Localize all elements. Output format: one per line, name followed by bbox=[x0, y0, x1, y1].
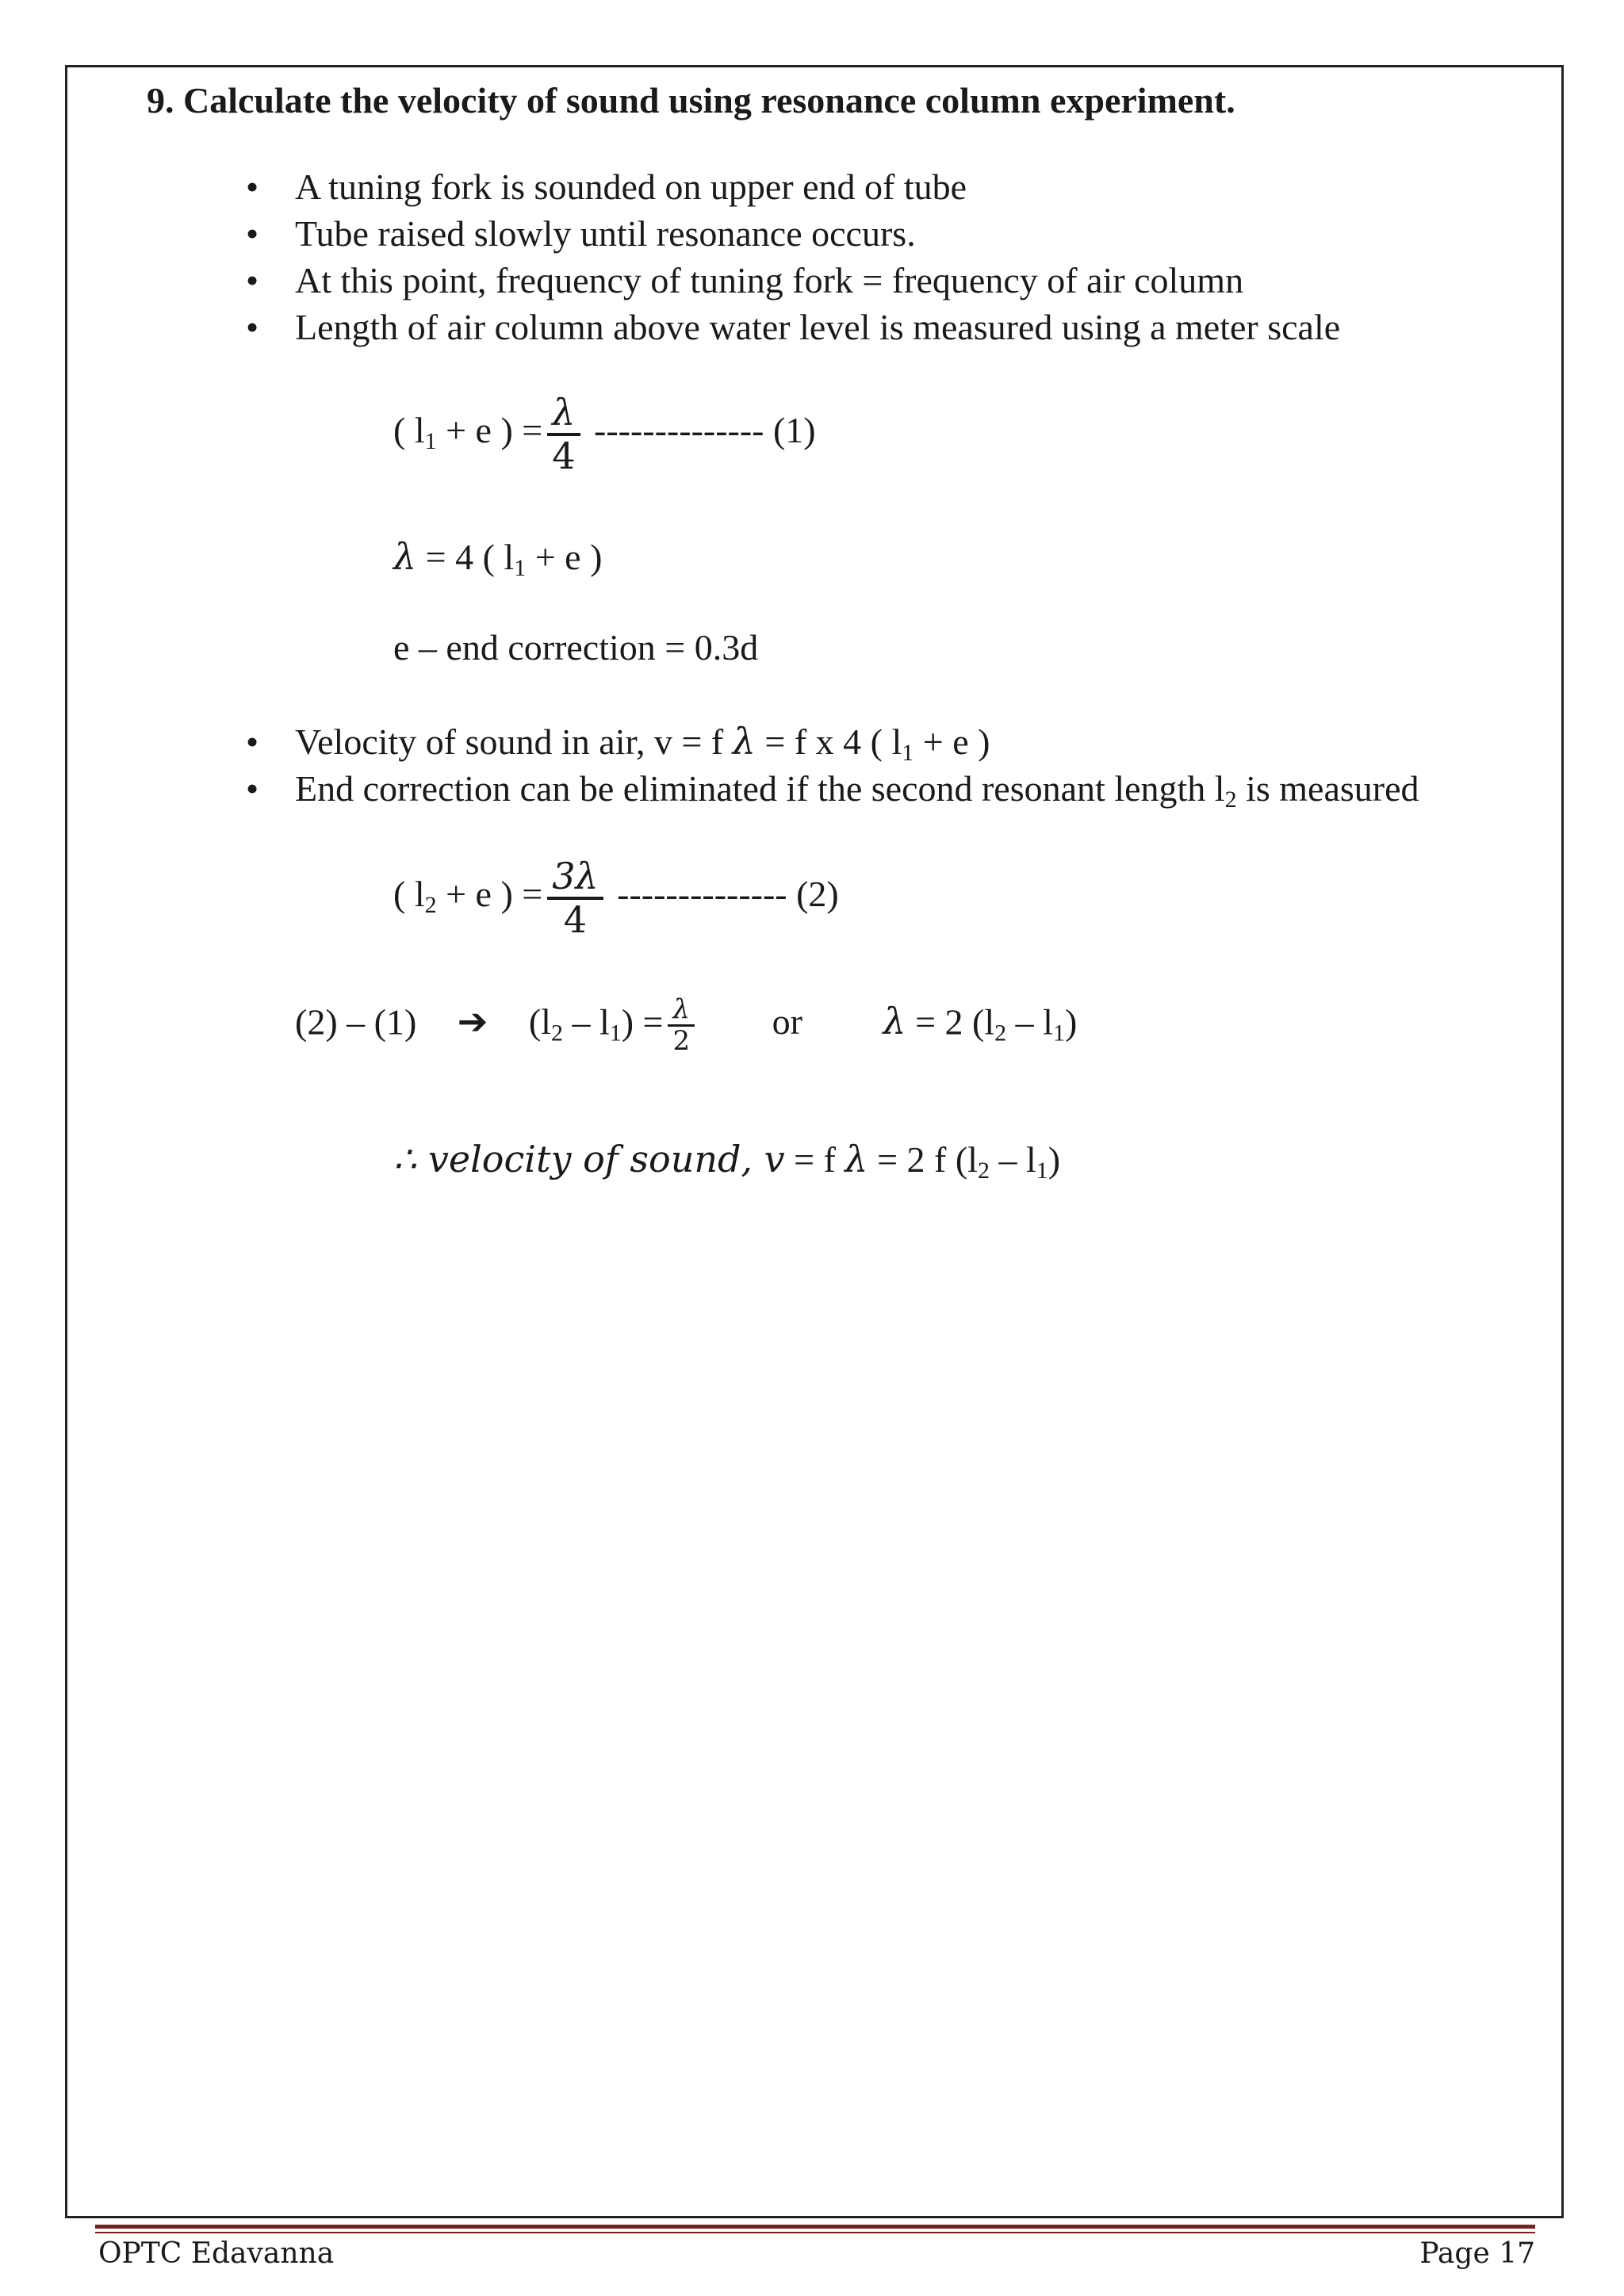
be-post: is measured bbox=[1236, 768, 1419, 809]
footer-left-text: OPTC Edavanna bbox=[98, 2237, 335, 2270]
eq2-sub: 1 bbox=[514, 555, 527, 581]
eq5-fraction bbox=[668, 995, 695, 1057]
eq4-tag: -------------- (2) bbox=[617, 874, 839, 915]
eq1-lhs-close: + e ) = bbox=[436, 410, 543, 451]
bullet-item-velocity bbox=[238, 718, 1419, 765]
bv-close: + e ) bbox=[914, 721, 990, 762]
eq5-paren-close: ) = bbox=[621, 1001, 664, 1043]
eq5-right-minus: – l bbox=[1006, 1001, 1053, 1043]
eq1-fraction bbox=[547, 392, 580, 476]
equation-4 bbox=[393, 856, 839, 939]
question-title: 9. Calculate the velocity of sound using resonance column experiment. bbox=[147, 80, 1235, 121]
eq4-sub: 2 bbox=[424, 892, 437, 919]
equation-2 bbox=[393, 535, 603, 581]
eq1-tag: -------------- (1) bbox=[594, 410, 816, 451]
eq5-paren: (l bbox=[528, 1001, 551, 1043]
eq1-denominator: 4 bbox=[552, 434, 576, 477]
eq4-lhs-close: + e ) = bbox=[436, 874, 543, 915]
be-pre: End correction can be eliminated if the second resonant length l bbox=[295, 768, 1225, 809]
equation-5 bbox=[295, 995, 1077, 1057]
footer-page-number: Page 17 bbox=[1419, 2237, 1535, 2270]
eq5-right-sub-b: 1 bbox=[1052, 1020, 1065, 1047]
eq6-sub-b: 1 bbox=[1036, 1158, 1048, 1184]
end-correction-line: e – end correction = 0.3d bbox=[393, 627, 759, 668]
lambda-symbol: λ bbox=[732, 720, 756, 763]
eq5-sub-a: 2 bbox=[550, 1020, 563, 1047]
bullet-item: • A tuning fork is sounded on upper end of tube bbox=[238, 163, 1340, 210]
eq5-right: = 2 (l bbox=[906, 1001, 995, 1043]
bullet-item: • Length of air column above water level is measured using a meter scale bbox=[238, 304, 1340, 350]
eq5-right-close: ) bbox=[1064, 1001, 1078, 1043]
eq2-close: + e ) bbox=[526, 537, 603, 577]
eq1-sub: 1 bbox=[424, 428, 437, 455]
lambda-symbol: λ bbox=[393, 535, 417, 578]
eq6-sub-a: 2 bbox=[977, 1158, 990, 1184]
eq6-eq: = f bbox=[784, 1139, 845, 1180]
eq2-rest: = 4 ( l bbox=[416, 537, 515, 577]
eq1-lhs: ( l bbox=[393, 410, 425, 451]
bv-mid: = f x 4 ( l bbox=[755, 721, 902, 762]
equation-6 bbox=[393, 1138, 1061, 1184]
eq4-numerator: 3λ bbox=[547, 856, 603, 900]
eq5-sub-b: 1 bbox=[609, 1020, 622, 1047]
equation-1 bbox=[393, 392, 816, 476]
eq4-fraction bbox=[547, 856, 603, 939]
eq5-left: (2) – (1) bbox=[295, 1001, 417, 1043]
eq4-lhs: ( l bbox=[393, 874, 425, 915]
eq5-numerator: λ bbox=[668, 995, 695, 1027]
eq6-rest: = 2 f (l bbox=[868, 1139, 978, 1180]
eq6-close: ) bbox=[1048, 1139, 1061, 1180]
eq5-or: or bbox=[772, 1001, 802, 1043]
bullet-item: • Tube raised slowly until resonance occurs. bbox=[238, 210, 1340, 257]
eq6-minus: – l bbox=[989, 1139, 1036, 1180]
eq5-minus: – l bbox=[562, 1001, 610, 1043]
eq5-right-sub-a: 2 bbox=[994, 1020, 1007, 1047]
bullet-list-velocity bbox=[238, 718, 1419, 812]
bv-pre: Velocity of sound in air, v = f bbox=[295, 721, 733, 762]
bullet-item: • At this point, frequency of tuning fork = frequency of air column bbox=[238, 257, 1340, 304]
bv-sub: 1 bbox=[902, 740, 914, 766]
bullet-list-steps bbox=[238, 163, 1340, 350]
lambda-symbol: λ bbox=[883, 1000, 906, 1043]
eq4-denominator: 4 bbox=[563, 897, 588, 941]
eq1-numerator: λ bbox=[547, 392, 580, 436]
lambda-symbol: λ bbox=[845, 1138, 868, 1181]
arrow-right-icon: ➔ bbox=[457, 1000, 488, 1043]
be-sub: 2 bbox=[1224, 786, 1237, 813]
footer-rule-thin bbox=[95, 2232, 1535, 2233]
eq6-therefore: ∴ velocity of sound, v bbox=[393, 1138, 785, 1181]
bullet-item-end-correction bbox=[238, 765, 1419, 812]
footer-rule-thick bbox=[95, 2225, 1535, 2229]
eq5-denominator: 2 bbox=[672, 1025, 691, 1058]
